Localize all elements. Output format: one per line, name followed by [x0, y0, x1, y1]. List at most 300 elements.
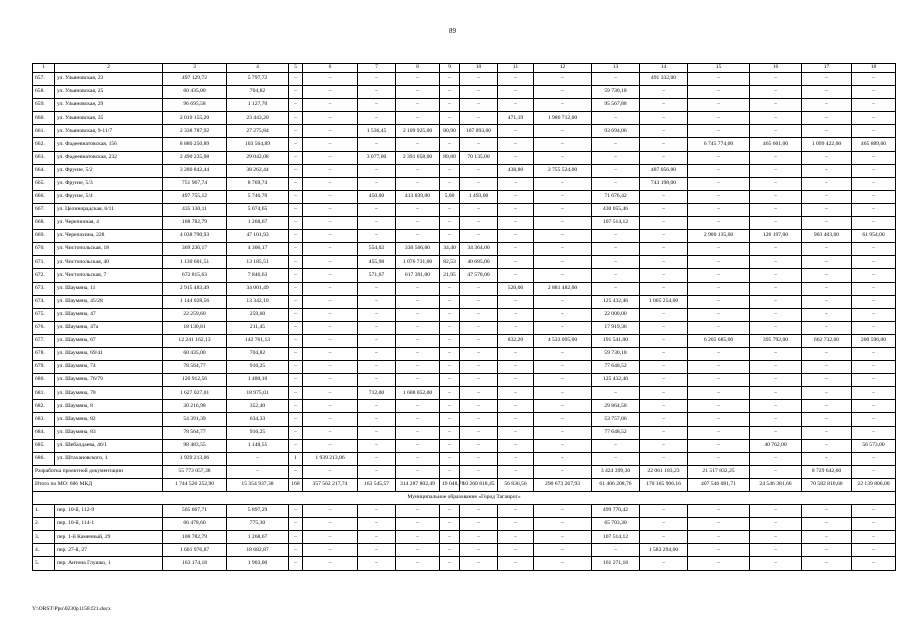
value-cell: – — [534, 99, 592, 112]
row-number-cell: 674. — [33, 295, 55, 308]
value-cell: – — [396, 334, 440, 347]
value-cell: – — [852, 203, 896, 216]
value-cell: – — [802, 439, 852, 452]
value-cell: – — [802, 400, 852, 413]
value-cell: 5 074,65 — [227, 203, 289, 216]
value-cell: – — [534, 243, 592, 256]
address-cell: ул. Шаумяна, 82 — [55, 413, 163, 426]
value-cell: – — [852, 557, 896, 570]
value-cell: – — [534, 177, 592, 190]
value-cell: – — [640, 426, 688, 439]
value-cell: – — [750, 177, 802, 190]
value-cell: – — [498, 308, 534, 321]
table-row — [33, 505, 896, 518]
value-cell: – — [688, 73, 750, 86]
value-cell: – — [688, 361, 750, 374]
value-cell: 34,40 — [440, 243, 460, 256]
value-cell: 22 139 806,00 — [852, 478, 896, 491]
value-cell: – — [227, 452, 289, 465]
value-cell: – — [303, 465, 358, 478]
value-cell: – — [688, 112, 750, 125]
value-cell: – — [358, 138, 396, 151]
value-cell: – — [358, 518, 396, 531]
value-cell: – — [460, 308, 498, 321]
value-cell: 5,00 — [440, 190, 460, 203]
value-cell: – — [498, 413, 534, 426]
value-cell: – — [303, 256, 358, 269]
value-cell: – — [289, 347, 303, 360]
value-cell: 1 939 213,06 — [303, 452, 358, 465]
column-number-cell: 12 — [534, 64, 592, 73]
value-cell: – — [289, 374, 303, 387]
value-cell: – — [750, 86, 802, 99]
value-cell: – — [358, 86, 396, 99]
column-number-cell: 2 — [55, 64, 163, 73]
value-cell: – — [592, 256, 640, 269]
address-cell: ул. Шаумяна, 11 — [55, 282, 163, 295]
value-cell: 1 903,00 — [227, 557, 289, 570]
value-cell: – — [534, 269, 592, 282]
value-cell: 77 648,52 — [592, 426, 640, 439]
row-number-cell: 3. — [33, 531, 55, 544]
value-cell: – — [289, 151, 303, 164]
value-cell: – — [440, 177, 460, 190]
value-cell: – — [802, 426, 852, 439]
value-cell: – — [358, 347, 396, 360]
value-cell: – — [750, 99, 802, 112]
row-number-cell: 672. — [33, 269, 55, 282]
value-cell: – — [460, 164, 498, 177]
value-cell: – — [396, 505, 440, 518]
value-cell: – — [852, 190, 896, 203]
value-cell: – — [303, 243, 358, 256]
value-cell: – — [460, 334, 498, 347]
value-cell: – — [440, 164, 460, 177]
value-cell: – — [396, 203, 440, 216]
table-row — [33, 243, 896, 256]
value-cell: – — [750, 256, 802, 269]
value-cell: – — [358, 426, 396, 439]
value-cell: – — [358, 217, 396, 230]
table-row — [33, 151, 896, 164]
value-cell: 60 435,00 — [163, 86, 227, 99]
table-row — [33, 203, 896, 216]
value-cell: – — [688, 269, 750, 282]
value-cell: 40 762,00 — [750, 439, 802, 452]
value-cell: – — [396, 282, 440, 295]
value-cell: – — [289, 321, 303, 334]
value-cell: – — [358, 374, 396, 387]
value-cell: 2 881 482,00 — [534, 282, 592, 295]
value-cell: – — [688, 387, 750, 400]
value-cell: 1 939 213,06 — [163, 452, 227, 465]
value-cell: – — [640, 282, 688, 295]
value-cell: – — [498, 400, 534, 413]
value-cell: – — [750, 361, 802, 374]
value-cell: – — [460, 505, 498, 518]
value-cell: – — [460, 112, 498, 125]
value-cell: – — [303, 347, 358, 360]
value-cell: 314 287 802,49 — [396, 478, 440, 491]
table-row — [33, 531, 896, 544]
value-cell: – — [440, 518, 460, 531]
value-cell: – — [460, 86, 498, 99]
value-cell: – — [460, 518, 498, 531]
value-cell: 1 583 294,00 — [640, 544, 688, 557]
value-cell: – — [640, 99, 688, 112]
value-cell: – — [358, 544, 396, 557]
value-cell: – — [289, 544, 303, 557]
value-cell: – — [396, 217, 440, 230]
value-cell: 352,40 — [227, 400, 289, 413]
value-cell: – — [802, 321, 852, 334]
value-cell: 497 129,72 — [163, 73, 227, 86]
value-cell: – — [852, 282, 896, 295]
value-cell: 751 967,74 — [163, 177, 227, 190]
value-cell: – — [688, 217, 750, 230]
value-cell: 1 099 422,00 — [802, 138, 852, 151]
value-cell: 12 241 162,13 — [163, 334, 227, 347]
value-cell: – — [460, 413, 498, 426]
value-cell: – — [750, 400, 802, 413]
value-cell: 775,30 — [227, 518, 289, 531]
value-cell: – — [289, 243, 303, 256]
address-cell: пер. 10-й, 114-1 — [55, 518, 163, 531]
value-cell: – — [852, 243, 896, 256]
value-cell: 916,25 — [227, 426, 289, 439]
value-cell: – — [852, 518, 896, 531]
value-cell: – — [688, 557, 750, 570]
value-cell: – — [750, 347, 802, 360]
value-cell: – — [534, 321, 592, 334]
value-cell: – — [802, 308, 852, 321]
value-cell: – — [303, 544, 358, 557]
value-cell: – — [460, 347, 498, 360]
value-cell: – — [289, 295, 303, 308]
value-cell: 634,33 — [227, 413, 289, 426]
value-cell: – — [396, 308, 440, 321]
value-cell: – — [358, 557, 396, 570]
value-cell: 395 792,00 — [750, 334, 802, 347]
value-cell: 19 048,76 — [440, 478, 460, 491]
value-cell: – — [460, 282, 498, 295]
address-cell: ул. Шаумяна, 78 — [55, 387, 163, 400]
value-cell: – — [303, 413, 358, 426]
value-cell: 499 770,42 — [592, 505, 640, 518]
value-cell: 13 185,51 — [227, 256, 289, 269]
value-cell: – — [303, 138, 358, 151]
value-cell: 211,45 — [227, 321, 289, 334]
value-cell: – — [460, 400, 498, 413]
value-cell: – — [640, 557, 688, 570]
value-cell: – — [289, 557, 303, 570]
value-cell: – — [440, 112, 460, 125]
value-cell: – — [396, 361, 440, 374]
value-cell: – — [358, 361, 396, 374]
value-cell: 916,25 — [227, 361, 289, 374]
table-row — [33, 452, 896, 465]
value-cell: – — [802, 387, 852, 400]
value-cell: – — [852, 452, 896, 465]
value-cell: – — [396, 321, 440, 334]
value-cell: 554,02 — [358, 243, 396, 256]
value-cell: – — [460, 321, 498, 334]
address-cell: ул. Шаумяна, 67 — [55, 334, 163, 347]
section-title-cell: Муниципальное образование «Город Таганрог» — [33, 492, 896, 505]
value-cell: 450,00 — [358, 190, 396, 203]
value-cell: – — [802, 557, 852, 570]
address-cell: ул. Шебалдаева, 46/1 — [55, 439, 163, 452]
address-cell: ул. Ульяновская, 23 — [55, 73, 163, 86]
value-cell: 23 443,20 — [227, 112, 289, 125]
value-cell: 200 596,00 — [852, 334, 896, 347]
value-cell: – — [460, 452, 498, 465]
value-cell: – — [440, 308, 460, 321]
value-cell: 66 478,60 — [163, 518, 227, 531]
value-cell: – — [460, 544, 498, 557]
value-cell: – — [289, 518, 303, 531]
address-cell: ул. Шаумяна, 76/79 — [55, 374, 163, 387]
value-cell: 163 174,18 — [163, 557, 227, 570]
value-cell: – — [802, 505, 852, 518]
value-cell: – — [640, 308, 688, 321]
column-number-cell: 16 — [750, 64, 802, 73]
value-cell: – — [358, 531, 396, 544]
value-cell: – — [460, 361, 498, 374]
value-cell: – — [750, 203, 802, 216]
table-row — [33, 308, 896, 321]
value-cell: – — [498, 321, 534, 334]
address-cell: пер. 10-й, 112-9 — [55, 505, 163, 518]
value-cell: – — [440, 217, 460, 230]
value-cell: 18 682,87 — [227, 544, 289, 557]
value-cell: 617 391,00 — [396, 269, 440, 282]
value-cell: 17 919,36 — [592, 321, 640, 334]
value-cell: 497 755,12 — [163, 190, 227, 203]
value-cell: – — [750, 557, 802, 570]
column-number-cell: 15 — [688, 64, 750, 73]
row-number-cell: 683. — [33, 413, 55, 426]
value-cell: 832,20 — [498, 334, 534, 347]
value-cell: 24 546 381,66 — [750, 478, 802, 491]
value-cell: 1 127,70 — [227, 99, 289, 112]
value-cell: – — [440, 452, 460, 465]
value-cell: – — [289, 465, 303, 478]
value-cell: 2 391 058,00 — [396, 151, 440, 164]
footer-file-path: Y:\ORST\Ppo\0230p1158.f21.docx — [32, 606, 111, 612]
value-cell: – — [440, 73, 460, 86]
value-cell: – — [303, 334, 358, 347]
value-cell: 1 130 601,51 — [163, 256, 227, 269]
value-cell: 70 135,00 — [460, 151, 498, 164]
value-cell: 60 435,00 — [163, 347, 227, 360]
value-cell: – — [688, 295, 750, 308]
value-cell: – — [534, 203, 592, 216]
address-cell: ул. Ульяновская, 25 — [55, 86, 163, 99]
value-cell: 34 001,49 — [227, 282, 289, 295]
value-cell: 8 880 250,89 — [163, 138, 227, 151]
value-cell: – — [303, 518, 358, 531]
value-cell: – — [852, 531, 896, 544]
value-cell: – — [498, 177, 534, 190]
value-cell: – — [289, 426, 303, 439]
address-cell: ул. Фадеевнатовская, 232 — [55, 151, 163, 164]
value-cell: – — [852, 99, 896, 112]
value-cell: – — [460, 439, 498, 452]
value-cell: – — [750, 243, 802, 256]
value-cell: – — [440, 400, 460, 413]
value-cell: – — [289, 138, 303, 151]
value-cell: – — [303, 282, 358, 295]
value-cell: – — [396, 439, 440, 452]
table-row — [33, 125, 896, 138]
value-cell: – — [460, 99, 498, 112]
value-cell: 1 536,45 — [358, 125, 396, 138]
value-cell: – — [358, 230, 396, 243]
value-cell: – — [750, 518, 802, 531]
value-cell: 1 627 027,01 — [163, 387, 227, 400]
value-cell: – — [688, 256, 750, 269]
value-cell: – — [534, 452, 592, 465]
value-cell: – — [688, 282, 750, 295]
value-cell: – — [802, 217, 852, 230]
value-cell: – — [688, 86, 750, 99]
table-row — [33, 230, 896, 243]
value-cell: – — [852, 544, 896, 557]
value-cell: – — [440, 334, 460, 347]
value-cell: 5 746,70 — [227, 190, 289, 203]
value-cell: – — [460, 138, 498, 151]
value-cell: – — [303, 361, 358, 374]
value-cell: 4 306,17 — [227, 243, 289, 256]
value-cell: – — [358, 308, 396, 321]
value-cell: – — [802, 256, 852, 269]
value-cell: – — [802, 361, 852, 374]
value-cell: – — [534, 73, 592, 86]
table-row — [33, 190, 896, 203]
value-cell: 743 198,00 — [640, 177, 688, 190]
value-cell: 7 846,63 — [227, 269, 289, 282]
value-cell: – — [498, 426, 534, 439]
column-number-cell: 5 — [289, 64, 303, 73]
value-cell: – — [440, 426, 460, 439]
address-cell: ул. Черепичная, 4 — [55, 217, 163, 230]
value-cell: – — [534, 347, 592, 360]
value-cell: – — [688, 151, 750, 164]
value-cell: – — [358, 413, 396, 426]
value-cell: – — [498, 361, 534, 374]
value-cell: – — [440, 282, 460, 295]
value-cell: 98 483,55 — [163, 439, 227, 452]
address-cell: пер. Антона Глушко, 1 — [55, 557, 163, 570]
value-cell: – — [802, 531, 852, 544]
value-cell: – — [303, 73, 358, 86]
column-number-cell: 10 — [460, 64, 498, 73]
row-number-cell: 662. — [33, 138, 55, 151]
table-row — [33, 387, 896, 400]
value-cell: – — [289, 99, 303, 112]
row-number-cell: 679. — [33, 361, 55, 374]
value-cell: – — [460, 557, 498, 570]
row-number-cell: 677. — [33, 334, 55, 347]
value-cell: – — [534, 400, 592, 413]
value-cell: – — [460, 374, 498, 387]
address-cell: ул. Черепахина, 228 — [55, 230, 163, 243]
value-cell: – — [640, 400, 688, 413]
value-cell: – — [750, 308, 802, 321]
row-number-cell: 675. — [33, 308, 55, 321]
value-cell: – — [750, 452, 802, 465]
value-cell: – — [396, 138, 440, 151]
value-cell: – — [396, 347, 440, 360]
row-number-cell: 684. — [33, 426, 55, 439]
value-cell: 161 271,18 — [592, 557, 640, 570]
value-cell: 8 769,74 — [227, 177, 289, 190]
value-cell: – — [358, 439, 396, 452]
value-cell: – — [534, 361, 592, 374]
value-cell: 125 432,46 — [592, 295, 640, 308]
value-cell: – — [688, 544, 750, 557]
value-cell: – — [750, 151, 802, 164]
value-cell: 3 077,00 — [358, 151, 396, 164]
value-cell: – — [750, 190, 802, 203]
value-cell: – — [498, 557, 534, 570]
value-cell: – — [802, 452, 852, 465]
value-cell: – — [440, 361, 460, 374]
address-cell: ул. Шаумяна, 45/28 — [55, 295, 163, 308]
value-cell: – — [358, 112, 396, 125]
value-cell: – — [303, 439, 358, 452]
value-cell: – — [802, 99, 852, 112]
value-cell: – — [640, 334, 688, 347]
address-cell: ул. Ульяновская, 35 — [55, 112, 163, 125]
value-cell: 34 364,00 — [460, 243, 498, 256]
column-number-cell: 14 — [640, 64, 688, 73]
value-cell: – — [750, 295, 802, 308]
value-cell: – — [289, 505, 303, 518]
value-cell: – — [592, 243, 640, 256]
value-cell: – — [852, 321, 896, 334]
value-cell: 3 424 399,30 — [592, 465, 640, 478]
value-cell: – — [852, 177, 896, 190]
value-cell: – — [358, 452, 396, 465]
value-cell: – — [303, 177, 358, 190]
table-row — [33, 426, 896, 439]
value-cell: – — [592, 151, 640, 164]
value-cell: – — [289, 203, 303, 216]
value-cell: – — [640, 269, 688, 282]
value-cell: – — [303, 557, 358, 570]
value-cell: – — [498, 125, 534, 138]
table-row — [33, 112, 896, 125]
value-cell: – — [396, 374, 440, 387]
value-cell: – — [396, 465, 440, 478]
address-cell: ул. Шаумяна, 69/41 — [55, 347, 163, 360]
value-cell: – — [750, 426, 802, 439]
value-cell: – — [592, 73, 640, 86]
value-cell: 103 564,89 — [227, 138, 289, 151]
row-number-cell: 680. — [33, 374, 55, 387]
value-cell: – — [534, 190, 592, 203]
value-cell: – — [750, 321, 802, 334]
value-cell: – — [289, 112, 303, 125]
value-cell: – — [750, 282, 802, 295]
value-cell: – — [498, 230, 534, 243]
value-cell: – — [289, 269, 303, 282]
value-cell: – — [852, 347, 896, 360]
value-cell: 107 893,00 — [460, 125, 498, 138]
row-number-cell: 686. — [33, 452, 55, 465]
